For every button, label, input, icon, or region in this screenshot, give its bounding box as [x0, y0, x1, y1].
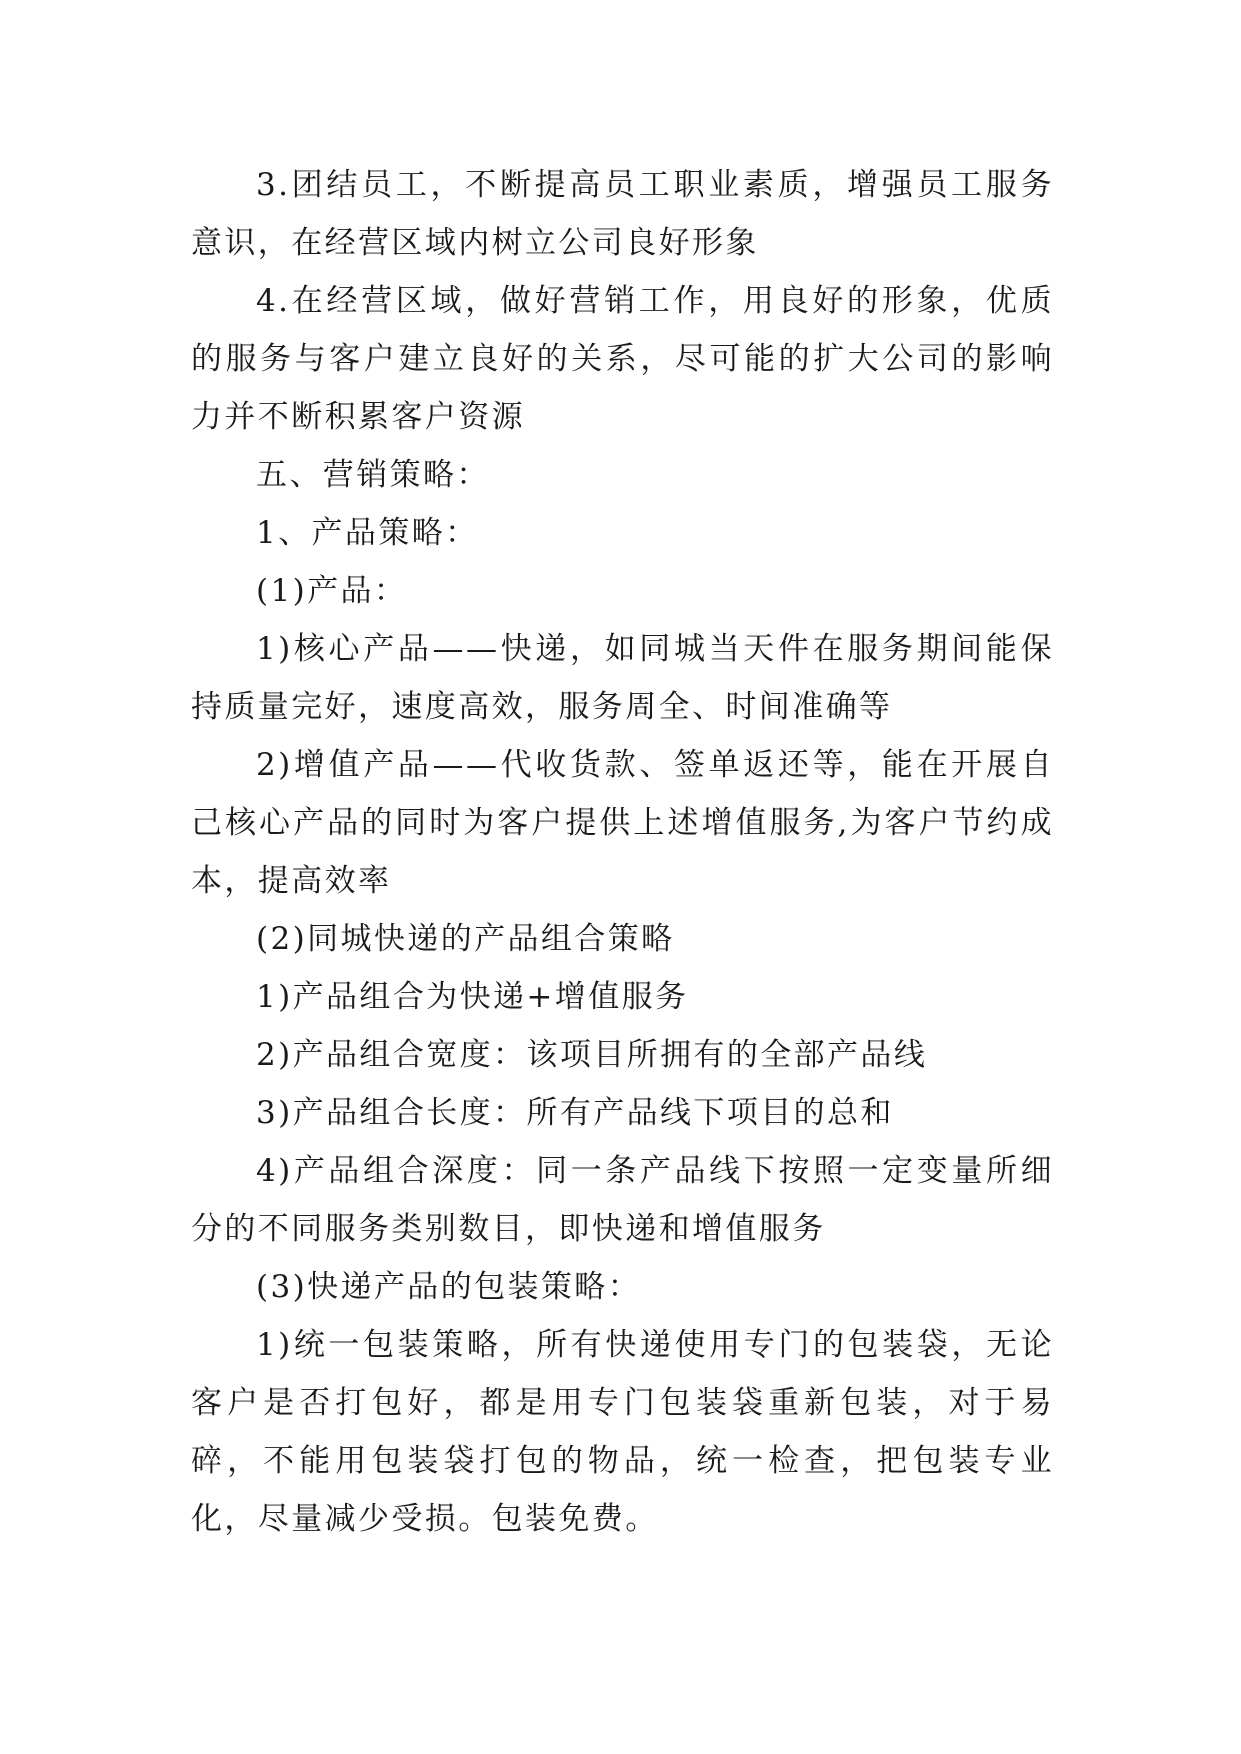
paragraph-value-added-product: 2)增值产品——代收货款、签单返还等，能在开展自己核心产品的同时为客户提供上述增值服务,为客户节约成本，提高效率 [191, 747, 1054, 899]
paragraph-mix-composition: 1)产品组合为快递+增值服务 [256, 979, 689, 1015]
paragraph-unified-packaging: 1)统一包装策略，所有快递使用专门的包装袋，无论客户是否打包好，都是用专门包装袋重新包装，对于易碎，不能用包装袋打包的物品，统一检查，把包装专业化，尽量减少受损。包装免费。 [191, 1327, 1054, 1537]
subheading-packaging-strategy: (3)快递产品的包装策略： [256, 1269, 642, 1305]
paragraph-core-product: 1)核心产品——快递，如同城当天件在服务期间能保持质量完好，速度高效，服务周全、时间准确等 [191, 631, 1054, 725]
paragraph-mix-width: 2)产品组合宽度：该项目所拥有的全部产品线 [256, 1037, 928, 1073]
document-body [191, 156, 1054, 1548]
heading-product-strategy: 1、产品策略： [256, 515, 479, 551]
paragraph-marketing-work: 4.在经营区域，做好营销工作，用良好的形象，优质的服务与客户建立良好的关系，尽可能的扩大公司的影响力并不断积累客户资源 [191, 283, 1054, 435]
subheading-product-mix: (2)同城快递的产品组合策略 [256, 921, 675, 957]
subheading-product: (1)产品： [256, 573, 408, 609]
paragraph-mix-depth: 4)产品组合深度：同一条产品线下按照一定变量所细分的不同服务类别数目，即快递和增值服务 [191, 1153, 1054, 1247]
paragraph-unity-staff: 3.团结员工，不断提高员工职业素质，增强员工服务意识，在经营区域内树立公司良好形象 [191, 167, 1054, 261]
paragraph-mix-length: 3)产品组合长度：所有产品线下项目的总和 [256, 1095, 894, 1131]
heading-marketing-strategy: 五、营销策略： [256, 457, 490, 493]
